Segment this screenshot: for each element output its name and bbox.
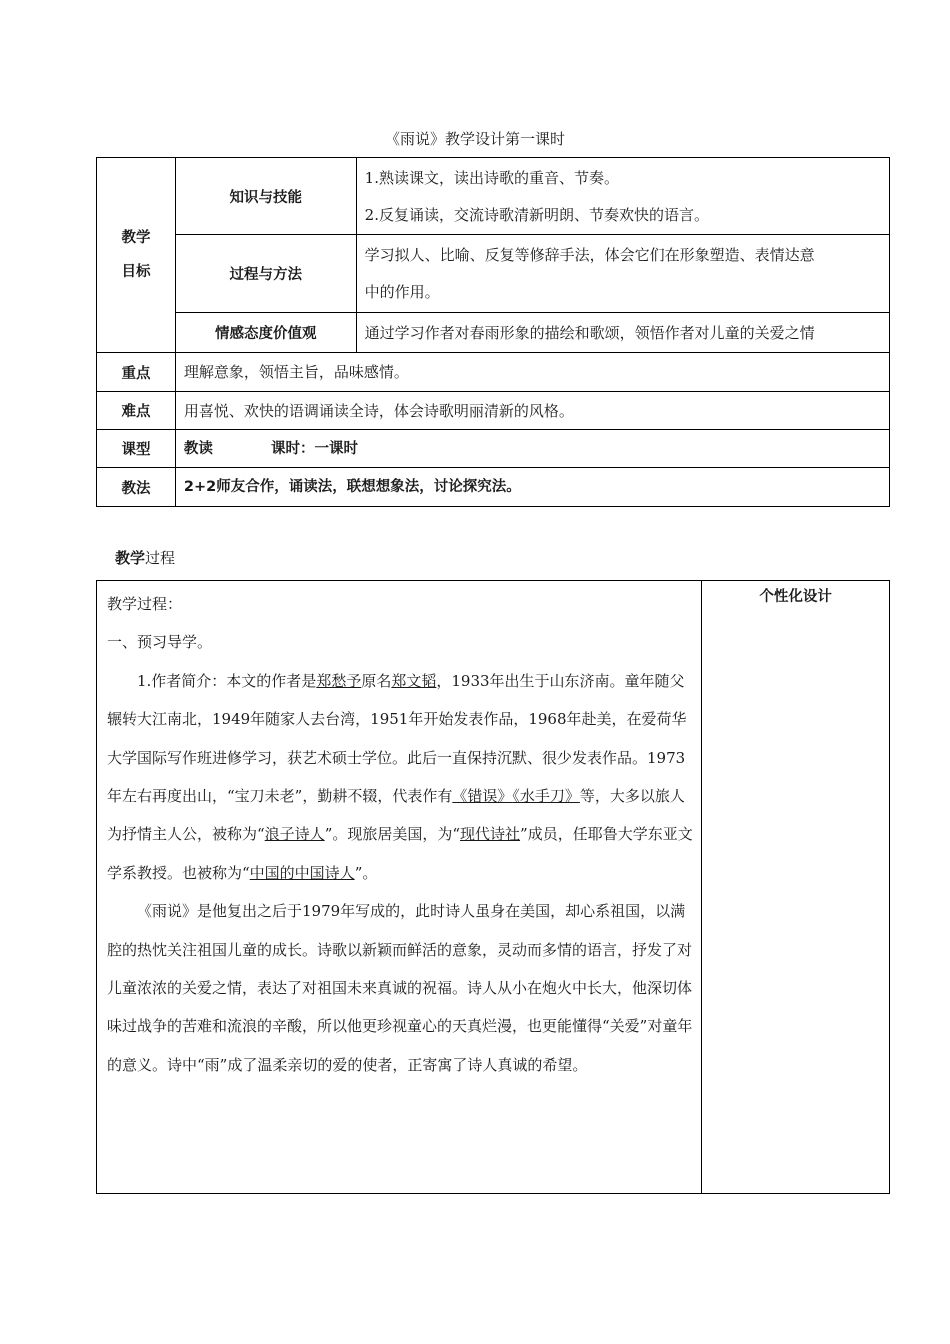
lesson-type-content <box>175 430 889 468</box>
key-point-label: 重点 <box>97 353 176 392</box>
process-line1: 学习拟人、比喻、反复等修辞手法，体会它们在形象塑造、表情达意 <box>364 246 815 264</box>
poetry-society: 现代诗社 <box>460 825 521 844</box>
section-heading-bold: 教学 <box>115 549 146 567</box>
class-hours: 课时：一课时 <box>271 440 359 457</box>
key-point-text: 理解意象，领悟主旨，品味感情。 <box>175 353 889 392</box>
emotion-label: 情感态度价值观 <box>175 313 356 353</box>
process-label: 过程与方法 <box>175 235 356 313</box>
process-content <box>356 235 889 313</box>
objectives-table <box>96 157 890 507</box>
work-title-1: 《错误》 <box>452 787 513 806</box>
section-heading <box>115 547 175 568</box>
personalized-design-header: 个性化设计 <box>759 589 832 605</box>
author-real-name: 郑文韬 <box>391 671 437 690</box>
document-title: 《雨说》教学设计第一课时 <box>384 130 565 148</box>
lesson-type-label: 课型 <box>97 430 176 468</box>
process-main-cell <box>97 581 702 1194</box>
author-name: 郑愁予 <box>316 671 362 690</box>
knowledge-line2: 2.反复诵读，交流诗歌清新明朗、节奏欢快的语言。 <box>364 206 709 224</box>
poem-background-paragraph: 《雨说》是他复出之后于1979年写成的，此时诗人虽身在美国，却心系祖国，以满腔的热忱关注祖国儿童的成长。诗歌以新颖而鲜活的意象，灵动而多情的语言，抒发了对儿童浓浓的关爱之情，表达了对祖国未来真诚的祝福。诗人从小在炮火中长大，他深切体味过战争的苦难和流浪的辛酸，所以他更珍视童心的天真烂漫，也更能懂得“关爱”对童年的意义。诗中“雨”成了温柔亲切的爱的使者，正寄寓了诗人真诚的希望。 <box>107 902 693 1074</box>
author-intro-text-d: 等，大多以旅人为抒情主人公，被称为“ <box>107 787 685 844</box>
lesson-type-value: 教读 <box>183 440 213 457</box>
teaching-method-label: 教法 <box>97 468 176 507</box>
author-intro-text-c: ，1933年出生于山东济南。童年随父辗转大江南北，1949年随家人去台湾，1951年开始发表作品，1968年赴美，在爱荷华大学国际写作班进修学习，获艺术硕士学位。此后一直保持沉默、很少发表作品。1973年左右再度出山，“宝刀未老”，勤耕不辍，代表作有 <box>107 671 687 806</box>
process-heading: 教学过程： <box>107 595 183 613</box>
knowledge-line1: 1.熟读课文，读出诗歌的重音、节奏。 <box>364 169 619 187</box>
author-intro-text-b: 原名 <box>361 671 392 690</box>
author-intro-text-a: 1.作者简介：本文的作者是 <box>137 671 317 690</box>
objectives-label-line1: 教学 <box>121 230 151 246</box>
preview-step-heading: 一、预习导学。 <box>107 633 213 652</box>
difficulty-text: 用喜悦、欢快的语调诵读全诗，体会诗歌明丽清新的风格。 <box>175 392 889 430</box>
author-intro-text-e: ”。现旅居美国，为“ <box>324 825 461 844</box>
knowledge-content <box>356 158 889 235</box>
personalized-design-column <box>702 581 890 1194</box>
emotion-content: 通过学习作者对春雨形象的描绘和歌颂，领悟作者对儿童的关爱之情 <box>356 313 889 353</box>
poet-nickname-2: 中国的中国诗人 <box>249 863 355 882</box>
knowledge-label: 知识与技能 <box>175 158 356 235</box>
author-intro-paragraph <box>107 662 693 892</box>
section-heading-normal: 过程 <box>145 549 176 567</box>
author-intro-text-f: ”成员，任耶鲁大学东亚文学系教授。也被称为“ <box>107 825 693 882</box>
process-table <box>96 580 890 1194</box>
poet-nickname-1: 浪子诗人 <box>264 825 325 844</box>
difficulty-label: 难点 <box>97 392 176 430</box>
work-title-2: 《水手刀》 <box>512 787 580 806</box>
process-line2: 中的作用。 <box>364 283 440 301</box>
objectives-label <box>97 158 176 353</box>
teaching-method-text: 2+2师友合作，诵读法，联想想象法，讨论探究法。 <box>175 468 889 507</box>
objectives-label-line2: 目标 <box>121 264 151 280</box>
author-intro-text-g: ”。 <box>354 863 378 882</box>
